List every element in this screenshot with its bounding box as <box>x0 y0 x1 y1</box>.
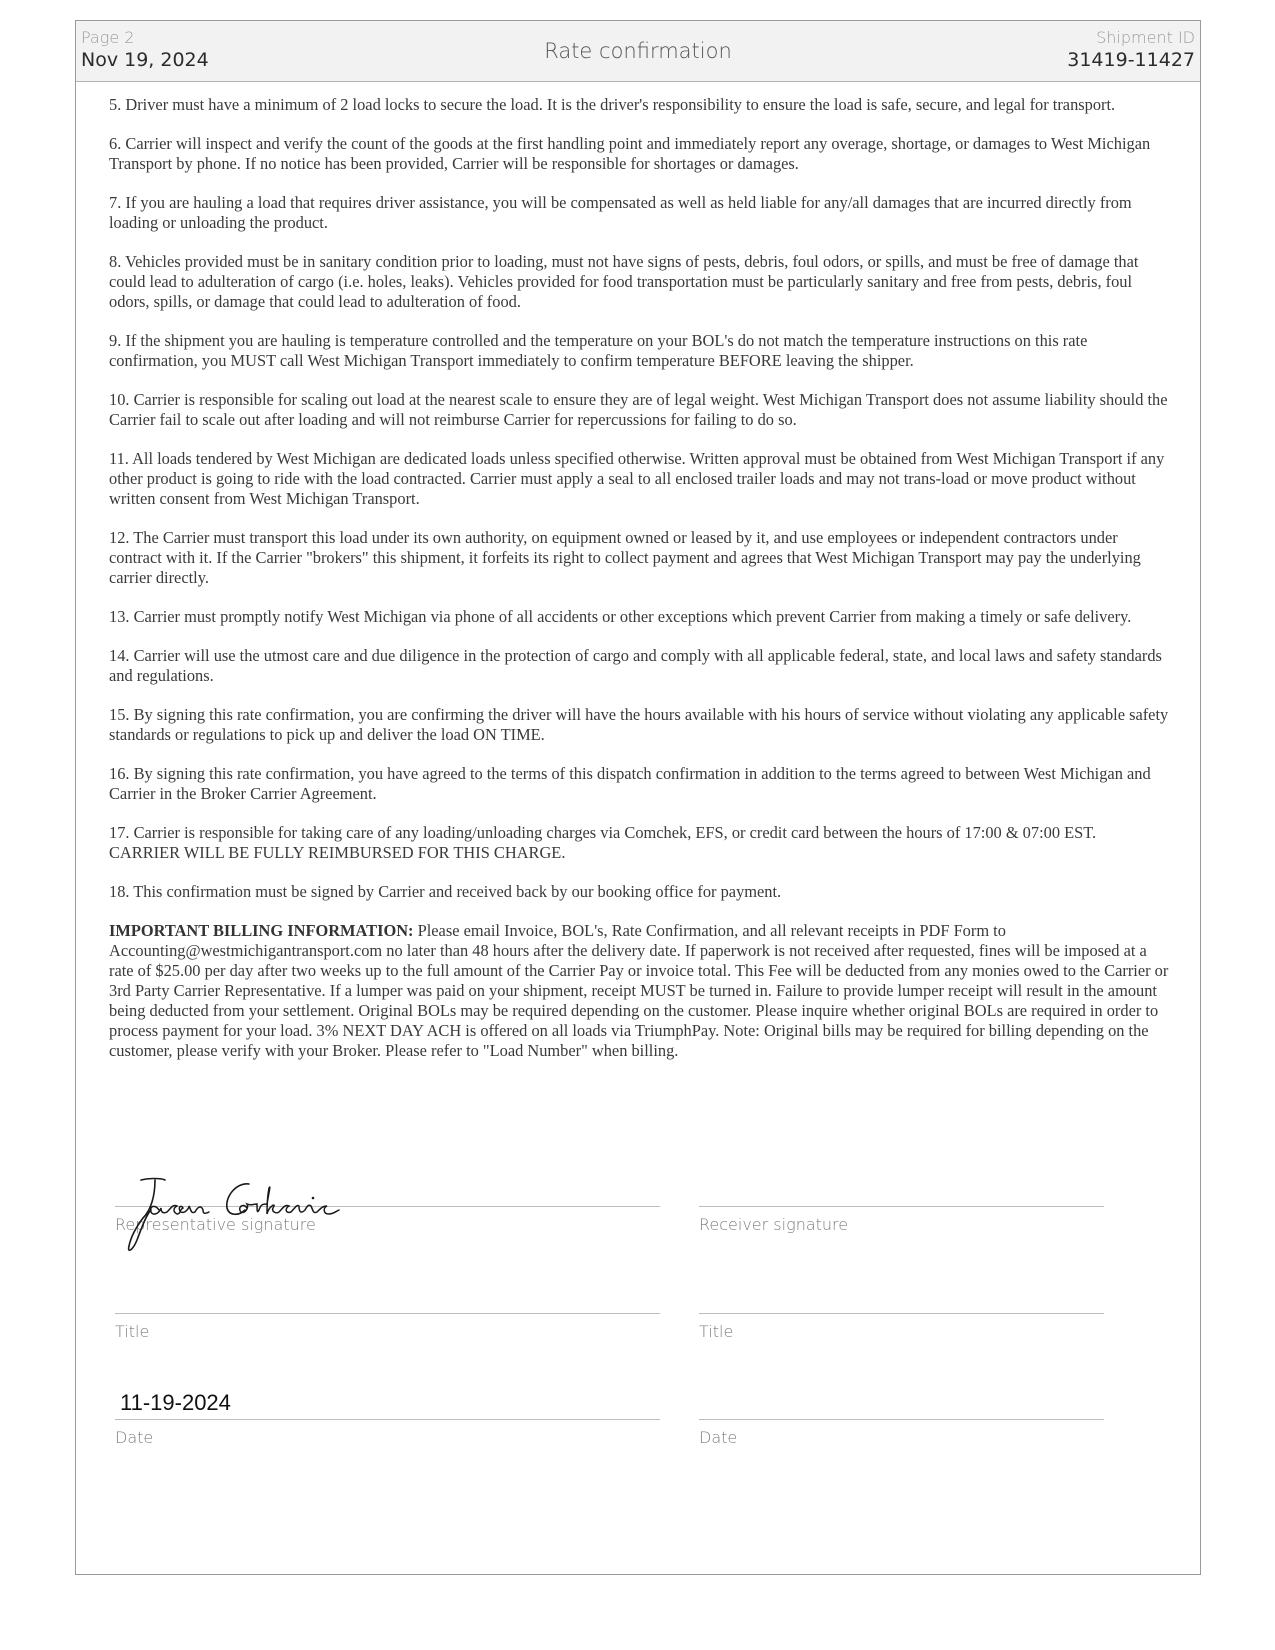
receiver-signature-line[interactable] <box>699 1161 1104 1207</box>
representative-date-label: Date <box>115 1428 154 1447</box>
term-item: 13. Carrier must promptly notify West Michigan via phone of all accidents or other exceptions which prevent Carrier from making a timely or safe delivery. <box>109 607 1132 626</box>
receiver-title-label: Title <box>699 1322 734 1341</box>
term-item: 5. Driver must have a minimum of 2 load locks to secure the load. It is the driver's responsibility to ensure the load is safe, secure, and legal for transport. <box>109 95 1116 114</box>
term-item: 16. By signing this rate confirmation, you have agreed to the terms of this dispatch confirmation in addition to the terms agreed to between West Michigan and Carrier in the Broker Carrier Agreement. <box>109 764 1151 803</box>
billing-text: Please email Invoice, BOL's, Rate Confirmation, and all relevant receipts in PDF Form to Accounting@westmichigantransport.com no later than 48 hours after the delivery date. If paperwork is not received after requested, fines will be imposed at a rate of $25.00 per day after two weeks up to the full amount of the Carrier Pay or invoice total. This Fee will be deducted from any monies owed to the Carrier or 3rd Party Carrier Representative. If a lumper was paid on your shipment, receipt MUST be turned in. Failure to provide lumper receipt will result in the amount being deducted from your settlement. Original BOLs may be required depending on the customer. Please inquire whether original BOLs are required in order to process payment for your load. 3% NEXT DAY ACH is offered on all loads via TriumphPay. Note: Original bills may be required for billing depending on the customer, please verify with your Broker. Please refer to "Load Number" when billing. <box>109 921 1169 1060</box>
representative-title-block <box>115 1271 660 1341</box>
receiver-signature-block <box>699 1161 1104 1234</box>
term-item: 9. If the shipment you are hauling is temperature controlled and the temperature on your BOL's do not match the temperature instructions on this rate confirmation, you MUST call West Michigan Transport immediately to confirm temperature BEFORE leaving the shipper. <box>109 331 1088 370</box>
term-item: 10. Carrier is responsible for scaling out load at the nearest scale to ensure they are of legal weight. West Michigan Transport does not assume liability should the Carrier fail to scale out after loading and will not reimburse Carrier for repercussions for failing to do so. <box>109 390 1168 429</box>
representative-signature-block <box>115 1161 660 1234</box>
shipment-id-label: Shipment ID <box>1096 28 1195 47</box>
term-item: 11. All loads tendered by West Michigan are dedicated loads unless specified otherwise. Written approval must be obtained from West Michigan Transport if any other product is going to ride with the load contracted. Carrier must apply a seal to all enclosed trailer loads and may not trans-load or move product without written consent from West Michigan Transport. <box>109 449 1165 508</box>
term-item: 8. Vehicles provided must be in sanitary condition prior to loading, must not have signs of pests, debris, foul odors, or spills, and must be free of damage that could lead to adulteration of cargo (i.e. holes, leaks). Vehicles provided for food transportation must be particularly sanitary and free from pests, debris, foul odors, spills, or damage that could lead to adulteration of food. <box>109 252 1139 311</box>
page-number: Page 2 <box>81 28 135 47</box>
term-item: 6. Carrier will inspect and verify the count of the goods at the first handling point and immediately report any overage, shortage, or damages to West Michigan Transport by phone. If no notice has been provided, Carrier will be responsible for shortages or damages. <box>109 134 1151 173</box>
receiver-title-block <box>699 1271 1104 1341</box>
receiver-title-field[interactable] <box>699 1271 1104 1314</box>
header-right <box>1067 28 1195 73</box>
representative-title-label: Title <box>115 1322 150 1341</box>
receiver-date-block <box>699 1376 1104 1447</box>
document-title: Rate confirmation <box>544 39 732 63</box>
document-date: Nov 19, 2024 <box>81 49 209 71</box>
receiver-signature-label: Receiver signature <box>699 1215 849 1234</box>
handwritten-signature <box>121 1174 381 1254</box>
shipment-id: 31419-11427 <box>1067 49 1195 71</box>
representative-date-field[interactable] <box>115 1376 660 1420</box>
representative-signature-label: Representative signature <box>115 1215 316 1234</box>
terms-section <box>109 95 1169 1061</box>
term-item: 12. The Carrier must transport this load under its own authority, on equipment owned or leased by it, and use employees or independent contractors under contract with it. If the Carrier "brokers" this shipment, it forfeits its right to collect payment and agrees that West Michigan Transport may pay the underlying carrier directly. <box>109 528 1141 587</box>
receiver-date-label: Date <box>699 1428 738 1447</box>
representative-signature-line[interactable] <box>115 1161 660 1207</box>
receiver-date-field[interactable] <box>699 1376 1104 1420</box>
billing-heading: IMPORTANT BILLING INFORMATION: <box>109 921 414 940</box>
term-item: 14. Carrier will use the utmost care and due diligence in the protection of cargo and comply with all applicable federal, state, and local laws and safety standards and regulations. <box>109 646 1162 685</box>
representative-title-field[interactable] <box>115 1271 660 1314</box>
term-item: 18. This confirmation must be signed by Carrier and received back by our booking office for payment. <box>109 882 782 901</box>
representative-date-block <box>115 1376 660 1447</box>
term-item: 7. If you are hauling a load that requires driver assistance, you will be compensated as well as held liable for any/all damages that are incurred directly from loading or unloading the product. <box>109 193 1132 232</box>
billing-information <box>109 921 1169 1061</box>
representative-date-value: 11-19-2024 <box>120 1390 231 1415</box>
term-item: 15. By signing this rate confirmation, you are confirming the driver will have the hours available with his hours of service without violating any applicable safety standards or regulations to pick up and deliver the load ON TIME. <box>109 705 1169 744</box>
document-page <box>75 20 1201 1575</box>
page-header <box>76 21 1200 82</box>
term-item: 17. Carrier is responsible for taking care of any loading/unloading charges via Comchek, EFS, or credit card between the hours of 17:00 & 07:00 EST. CARRIER WILL BE FULLY REIMBURSED FOR THIS CHARGE. <box>109 823 1097 862</box>
